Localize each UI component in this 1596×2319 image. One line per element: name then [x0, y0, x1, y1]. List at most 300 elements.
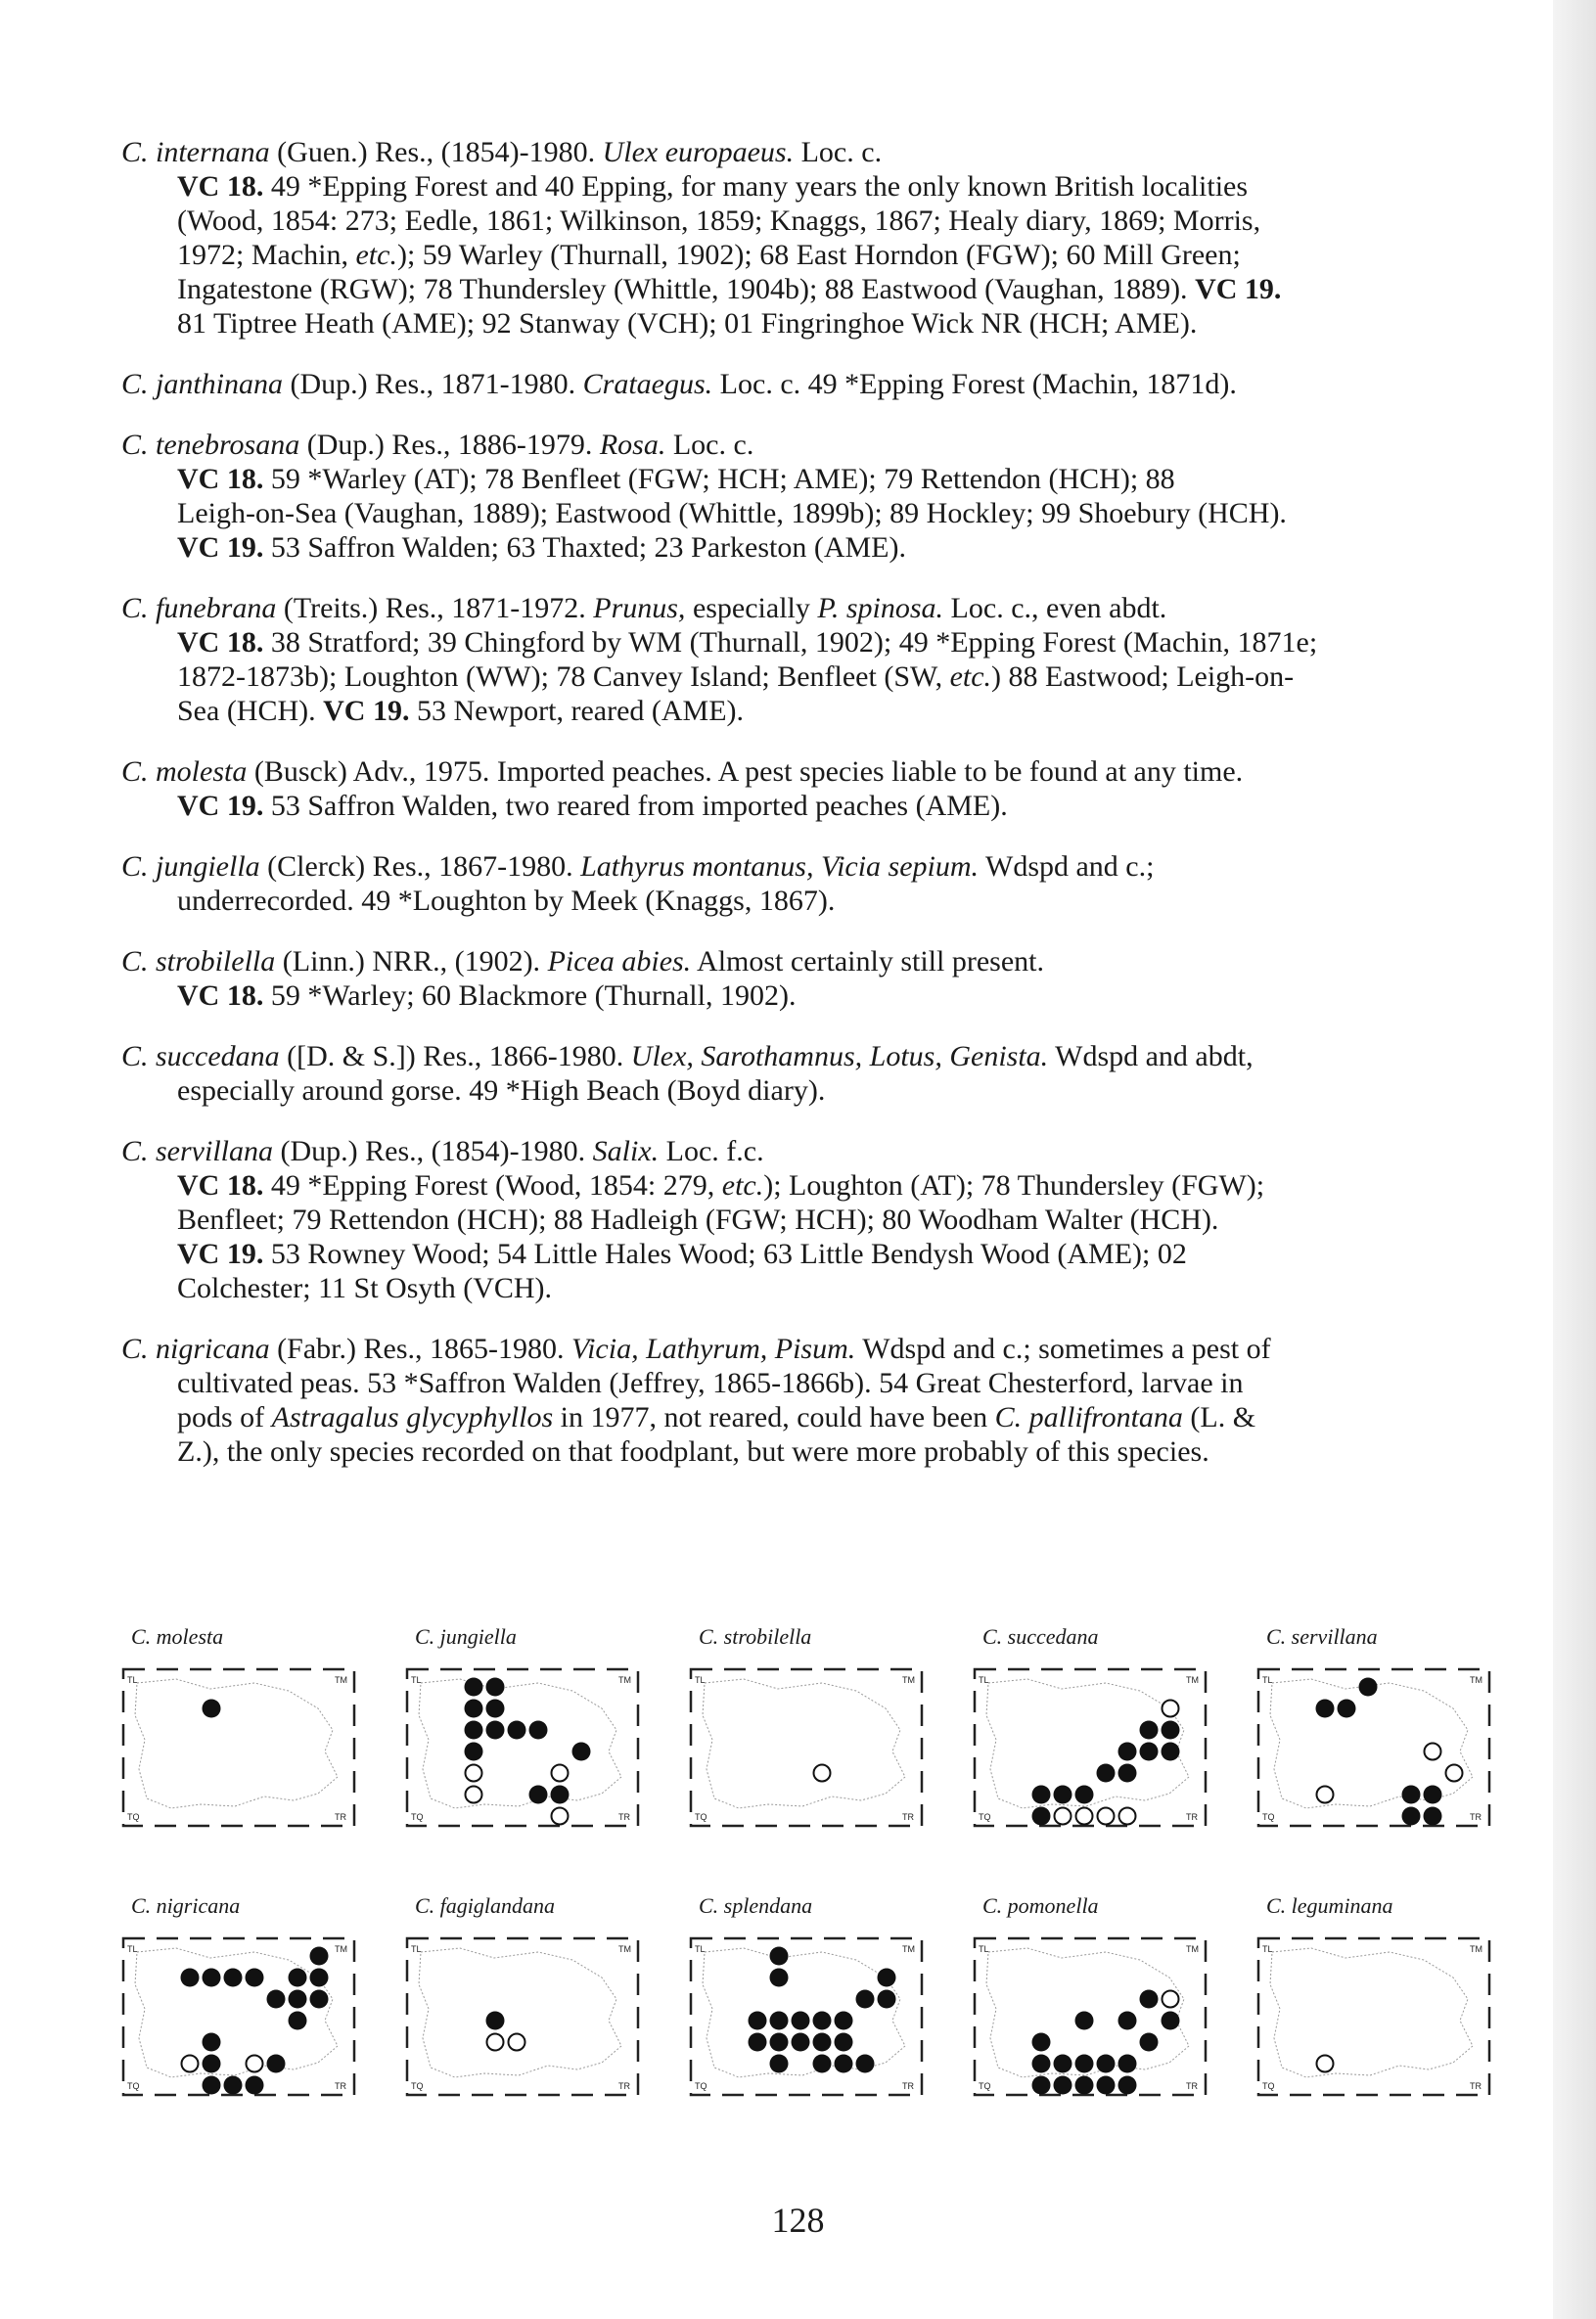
- map-title: C. pomonella: [982, 1893, 1099, 1918]
- record-dot-filled: [289, 1990, 307, 2009]
- vice-county-label: VC 18.: [177, 1169, 264, 1202]
- record-dot-filled: [1097, 2076, 1116, 2095]
- text-run: 53 Saffron Walden, two reared from imported peaches (AME).: [263, 790, 1008, 822]
- grid-label: TR: [1470, 1812, 1482, 1822]
- species-entry: [121, 367, 1491, 401]
- grid-label: TM: [335, 1675, 347, 1685]
- map-frame: [969, 1931, 1213, 2102]
- grid-label: TM: [618, 1944, 631, 1954]
- species-record-line: [177, 1366, 1491, 1400]
- species-record-line: [177, 306, 1491, 341]
- record-dot-filled: [1140, 1990, 1159, 2009]
- text-run: 53 Newport, reared (AME).: [409, 695, 745, 727]
- vice-county-label: VC 18.: [177, 626, 264, 659]
- vice-county-label: VC 18.: [177, 979, 264, 1012]
- distribution-map: [685, 1893, 930, 2099]
- text-run: 1872-1873b); Loughton (WW); 78 Canvey Island; Benfleet (SW,: [177, 660, 950, 693]
- record-dot-filled: [1140, 1721, 1159, 1740]
- vice-county-label: VC 19.: [323, 695, 410, 727]
- species-heading-line: [121, 754, 1491, 789]
- record-dot-open: [552, 1765, 569, 1782]
- record-dot-filled: [1162, 2012, 1180, 2030]
- grid-label: TR: [335, 2081, 346, 2091]
- record-dot-filled: [267, 1990, 286, 2009]
- map-frame: [1253, 1931, 1497, 2102]
- vice-county-label: VC 19.: [177, 1238, 264, 1270]
- map-frame-border: [123, 1669, 354, 1826]
- record-dot-filled: [246, 2076, 264, 2095]
- text-run: ([D. & S.]) Res., 1866-1980.: [279, 1040, 631, 1072]
- species-record-line: [177, 1073, 1491, 1108]
- distribution-map: [969, 1624, 1213, 1830]
- county-outline: [135, 1948, 338, 2077]
- record-dot-filled: [181, 1969, 200, 1987]
- record-dot-filled: [1424, 1786, 1442, 1804]
- record-dot-filled: [1402, 1807, 1421, 1826]
- distribution-map: [117, 1893, 362, 2099]
- map-frame-border: [407, 1669, 638, 1826]
- species-entry: [121, 591, 1491, 728]
- species-entry: [121, 1332, 1491, 1469]
- species-record-line: [177, 1400, 1491, 1434]
- distribution-map: [685, 1624, 930, 1830]
- map-frame: [969, 1661, 1213, 1833]
- text-run: underrecorded. 49 *Loughton by Meek (Knaggs, 1867).: [177, 885, 836, 917]
- text-run: (Wood, 1854: 273; Eedle, 1861; Wilkinson, 1859; Knaggs, 1867; Healy diary, 1869; Morris,: [177, 205, 1261, 237]
- italic-text: Ulex europaeus.: [602, 136, 795, 168]
- text-run: (Guen.) Res., (1854)-1980.: [269, 136, 603, 168]
- record-dot-open: [487, 2034, 504, 2051]
- record-dot-filled: [486, 1700, 505, 1718]
- county-outline: [419, 1948, 621, 2077]
- species-heading-line: [121, 367, 1491, 401]
- italic-text: C. nigricana: [121, 1333, 270, 1365]
- record-dot-filled: [1140, 1743, 1159, 1761]
- grid-label: TR: [1186, 1812, 1198, 1822]
- italic-text: C. internana: [121, 136, 270, 168]
- map-frame: [401, 1661, 646, 1833]
- vice-county-label: VC 19.: [1195, 273, 1282, 305]
- record-dot-filled: [1316, 1700, 1335, 1718]
- text-run: (Dup.) Res., (1854)-1980.: [273, 1135, 593, 1167]
- text-run: (Dup.) Res., 1871-1980.: [283, 368, 583, 400]
- record-dot-filled: [770, 2012, 789, 2030]
- italic-text: C. servillana: [121, 1135, 273, 1167]
- distribution-map: [401, 1624, 646, 1830]
- record-dot-filled: [770, 2033, 789, 2052]
- grid-label: TL: [695, 1944, 706, 1954]
- record-dot-filled: [835, 2012, 853, 2030]
- italic-text: C. tenebrosana: [121, 429, 300, 461]
- text-run: (Linn.) NRR., (1902).: [275, 945, 548, 978]
- grid-label: TL: [979, 1944, 989, 1954]
- record-dot-filled: [856, 2055, 875, 2073]
- italic-text: etc.: [721, 1169, 764, 1202]
- record-dot-open: [466, 1787, 482, 1803]
- grid-label: TM: [902, 1675, 915, 1685]
- species-record-line: [177, 1237, 1491, 1271]
- record-dot-filled: [835, 2055, 853, 2073]
- text-run: ) 88 Eastwood; Leigh-on-: [991, 660, 1295, 693]
- grid-label: TQ: [1262, 1812, 1275, 1822]
- record-dot-open: [509, 2034, 525, 2051]
- grid-label: TM: [902, 1944, 915, 1954]
- record-dot-filled: [1032, 1786, 1051, 1804]
- record-dot-filled: [1097, 2055, 1116, 2073]
- record-dot-filled: [1424, 1807, 1442, 1826]
- record-dot-filled: [792, 2012, 810, 2030]
- species-record-line: [177, 272, 1491, 306]
- text-run: Wdspd and c.; sometimes a pest of: [855, 1333, 1271, 1365]
- grid-label: TQ: [411, 2081, 424, 2091]
- grid-label: TQ: [695, 1812, 707, 1822]
- species-record-line: [177, 884, 1491, 918]
- text-run: cultivated peas. 53 *Saffron Walden (Jeffrey, 1865-1866b). 54 Great Chesterford, larvae in: [177, 1367, 1244, 1399]
- species-record-line: [177, 462, 1491, 496]
- page-number: 128: [771, 2201, 825, 2240]
- grid-label: TQ: [411, 1812, 424, 1822]
- italic-text: C. janthinana: [121, 368, 284, 400]
- record-dot-open: [466, 1765, 482, 1782]
- grid-label: TL: [411, 1675, 422, 1685]
- record-dot-filled: [203, 1969, 221, 1987]
- map-title: C. succedana: [982, 1624, 1099, 1649]
- text-run: Loc. c.: [665, 429, 754, 461]
- record-dot-filled: [1118, 2012, 1137, 2030]
- italic-text: C. strobilella: [121, 945, 276, 978]
- text-run: Sea (HCH).: [177, 695, 324, 727]
- text-run: 1972; Machin,: [177, 239, 356, 271]
- record-dot-filled: [203, 2033, 221, 2052]
- record-dot-filled: [1118, 2076, 1137, 2095]
- map-title: C. nigricana: [131, 1893, 241, 1918]
- county-outline: [1270, 1948, 1473, 2077]
- italic-text: C. jungiella: [121, 850, 260, 883]
- record-dot-filled: [792, 2033, 810, 2052]
- map-frame: [117, 1661, 362, 1833]
- map-frame-border: [1258, 1938, 1489, 2095]
- species-heading-line: [121, 1332, 1491, 1366]
- record-dot-filled: [1075, 1786, 1094, 1804]
- text-run: (Treits.) Res., 1871-1972.: [276, 592, 594, 624]
- species-heading-line: [121, 1134, 1491, 1168]
- record-dot-filled: [1075, 2055, 1094, 2073]
- record-dot-filled: [1118, 1743, 1137, 1761]
- county-outline: [703, 1679, 905, 1808]
- record-dot-filled: [1338, 1700, 1356, 1718]
- text-run: Wdspd and c.;: [979, 850, 1155, 883]
- record-dot-filled: [508, 1721, 526, 1740]
- record-dot-open: [182, 2056, 199, 2072]
- grid-label: TL: [127, 1675, 138, 1685]
- species-entry: [121, 754, 1491, 823]
- record-dot-open: [1163, 1701, 1179, 1717]
- italic-text: Lathyrus montanus, Vicia sepium.: [580, 850, 980, 883]
- text-run: Loc. c., even abdt.: [943, 592, 1167, 624]
- species-heading-line: [121, 1039, 1491, 1073]
- species-heading-line: [121, 135, 1491, 169]
- species-entry: [121, 135, 1491, 341]
- species-record-line: [177, 789, 1491, 823]
- map-title: C. leguminana: [1266, 1893, 1393, 1918]
- text-run: ); Loughton (AT); 78 Thundersley (FGW);: [763, 1169, 1265, 1202]
- vice-county-label: VC 18.: [177, 170, 264, 203]
- distribution-map: [117, 1624, 362, 1830]
- record-dot-open: [247, 2056, 263, 2072]
- record-dot-filled: [813, 2055, 832, 2073]
- record-dot-filled: [1162, 1743, 1180, 1761]
- text-run: 49 *Epping Forest (Wood, 1854: 279,: [263, 1169, 722, 1202]
- text-run: pods of: [177, 1401, 272, 1433]
- record-dot-filled: [1097, 1764, 1116, 1783]
- text-run: 38 Stratford; 39 Chingford by WM (Thurnall, 1902); 49 *Epping Forest (Machin, 1871e;: [263, 626, 1318, 659]
- map-title: C. molesta: [131, 1624, 224, 1649]
- species-record-line: [177, 1203, 1491, 1237]
- county-outline: [419, 1679, 621, 1808]
- text-run: Leigh-on-Sea (Vaughan, 1889); Eastwood (Whittle, 1899b); 89 Hockley; 99 Shoebury (HCH).: [177, 497, 1287, 529]
- grid-label: TM: [1470, 1675, 1482, 1685]
- record-dot-filled: [465, 1700, 483, 1718]
- grid-label: TM: [618, 1675, 631, 1685]
- record-dot-open: [1055, 1808, 1072, 1825]
- species-record-line: [177, 238, 1491, 272]
- record-dot-filled: [465, 1743, 483, 1761]
- italic-text: Crataegus.: [582, 368, 713, 400]
- text-run: especially around gorse. 49 *High Beach (Boyd diary).: [177, 1074, 826, 1107]
- record-dot-filled: [203, 2055, 221, 2073]
- record-dot-filled: [1075, 2012, 1094, 2030]
- grid-label: TQ: [127, 2081, 140, 2091]
- grid-label: TR: [902, 2081, 914, 2091]
- species-record-line: [177, 530, 1491, 565]
- distribution-map: [1253, 1624, 1497, 1830]
- grid-label: TR: [1186, 2081, 1198, 2091]
- grid-label: TM: [1470, 1944, 1482, 1954]
- species-heading-line: [121, 591, 1491, 625]
- map-frame: [117, 1931, 362, 2102]
- species-heading-line: [121, 428, 1491, 462]
- record-dot-filled: [770, 1947, 789, 1966]
- text-run: Loc. c. 49 *Epping Forest (Machin, 1871d).: [712, 368, 1237, 400]
- italic-text: Rosa.: [599, 429, 666, 461]
- text-run: (Busck) Adv., 1975. Imported peaches. A pest species liable to be found at any time.: [247, 755, 1244, 788]
- grid-label: TR: [902, 1812, 914, 1822]
- record-dot-filled: [246, 1969, 264, 1987]
- record-dot-filled: [878, 1990, 896, 2009]
- species-entry: [121, 1039, 1491, 1108]
- species-record-line: [177, 659, 1491, 694]
- grid-label: TQ: [127, 1812, 140, 1822]
- record-dot-filled: [203, 1700, 221, 1718]
- record-dot-filled: [310, 1947, 329, 1966]
- grid-label: TM: [1186, 1675, 1199, 1685]
- record-dot-open: [814, 1765, 831, 1782]
- record-dot-filled: [770, 1969, 789, 1987]
- map-title: C. strobilella: [699, 1624, 812, 1649]
- record-dot-filled: [1054, 1786, 1072, 1804]
- map-title: C. jungiella: [415, 1624, 517, 1649]
- record-dot-filled: [486, 2012, 505, 2030]
- distribution-map: [401, 1893, 646, 2099]
- map-title: C. fagiglandana: [415, 1893, 556, 1918]
- italic-text: C. pallifrontana: [994, 1401, 1183, 1433]
- vice-county-label: VC 18.: [177, 463, 264, 495]
- record-dot-filled: [1075, 2076, 1094, 2095]
- record-dot-filled: [203, 2076, 221, 2095]
- text-run: Loc. f.c.: [659, 1135, 764, 1167]
- species-text: [121, 135, 1491, 1495]
- record-dot-filled: [224, 1969, 243, 1987]
- species-record-line: [177, 204, 1491, 238]
- grid-label: TR: [618, 2081, 630, 2091]
- record-dot-filled: [813, 2033, 832, 2052]
- grid-label: TL: [1262, 1675, 1273, 1685]
- text-run: in 1977, not reared, could have been: [553, 1401, 995, 1433]
- record-dot-filled: [529, 1721, 548, 1740]
- italic-text: Astragalus glycyphyllos: [271, 1401, 554, 1433]
- record-dot-filled: [1032, 1807, 1051, 1826]
- vice-county-label: VC 19.: [177, 790, 264, 822]
- record-dot-filled: [1118, 2055, 1137, 2073]
- record-dot-filled: [1032, 2033, 1051, 2052]
- text-run: (Fabr.) Res., 1865-1980.: [269, 1333, 571, 1365]
- record-dot-open: [1119, 1808, 1136, 1825]
- record-dot-filled: [878, 1969, 896, 1987]
- italic-text: etc.: [949, 660, 992, 693]
- county-outline: [135, 1679, 338, 1808]
- text-run: Benfleet; 79 Rettendon (HCH); 88 Hadleigh (FGW; HCH); 80 Woodham Walter (HCH).: [177, 1204, 1219, 1236]
- species-record-line: [177, 694, 1491, 728]
- species-record-line: [177, 1271, 1491, 1305]
- record-dot-filled: [310, 1990, 329, 2009]
- italic-text: C. funebrana: [121, 592, 277, 624]
- text-run: (L. &: [1182, 1401, 1256, 1433]
- italic-text: Ulex, Sarothamnus, Lotus, Genista.: [630, 1040, 1049, 1072]
- record-dot-open: [1163, 1991, 1179, 2008]
- grid-label: TR: [618, 1812, 630, 1822]
- text-run: 49 *Epping Forest and 40 Epping, for many years the only known British localities: [263, 170, 1249, 203]
- record-dot-filled: [572, 1743, 591, 1761]
- record-dot-filled: [465, 1721, 483, 1740]
- map-frame: [685, 1931, 930, 2102]
- record-dot-filled: [486, 1721, 505, 1740]
- grid-label: TM: [1186, 1944, 1199, 1954]
- record-dot-filled: [224, 2076, 243, 2095]
- record-dot-filled: [289, 2012, 307, 2030]
- record-dot-open: [1446, 1765, 1463, 1782]
- text-run: 59 *Warley (AT); 78 Benfleet (FGW; HCH; AME); 79 Rettendon (HCH); 88: [263, 463, 1175, 495]
- record-dot-open: [1317, 1787, 1334, 1803]
- text-run: Colchester; 11 St Osyth (VCH).: [177, 1272, 553, 1304]
- distribution-map: [1253, 1893, 1497, 2099]
- county-outline: [1270, 1679, 1473, 1808]
- italic-text: Salix.: [592, 1135, 660, 1167]
- record-dot-filled: [1402, 1786, 1421, 1804]
- italic-text: C. succedana: [121, 1040, 280, 1072]
- species-record-line: [177, 1434, 1491, 1469]
- record-dot-filled: [551, 1786, 570, 1804]
- italic-text: etc.: [355, 239, 397, 271]
- text-run: 59 *Warley; 60 Blackmore (Thurnall, 1902).: [263, 979, 797, 1012]
- italic-text: Vicia, Lathyrum, Pisum.: [570, 1333, 856, 1365]
- distribution-map: [969, 1893, 1213, 2099]
- species-entry: [121, 849, 1491, 918]
- map-frame: [401, 1931, 646, 2102]
- text-run: 53 Saffron Walden; 63 Thaxted; 23 Parkeston (AME).: [263, 531, 906, 564]
- species-heading-line: [121, 849, 1491, 884]
- grid-label: TQ: [1262, 2081, 1275, 2091]
- record-dot-open: [1076, 1808, 1093, 1825]
- species-record-line: [177, 978, 1491, 1013]
- grid-label: TR: [335, 1812, 346, 1822]
- record-dot-filled: [289, 1969, 307, 1987]
- grid-label: TR: [1470, 2081, 1482, 2091]
- text-run: Ingatestone (RGW); 78 Thundersley (Whittle, 1904b); 88 Eastwood (Vaughan, 1889).: [177, 273, 1196, 305]
- map-title: C. servillana: [1266, 1624, 1378, 1649]
- record-dot-filled: [1054, 2076, 1072, 2095]
- record-dot-filled: [465, 1678, 483, 1697]
- grid-label: TL: [411, 1944, 422, 1954]
- species-record-line: [177, 1168, 1491, 1203]
- record-dot-filled: [835, 2033, 853, 2052]
- map-frame: [685, 1661, 930, 1833]
- species-entry: [121, 944, 1491, 1013]
- record-dot-filled: [310, 1969, 329, 1987]
- record-dot-filled: [856, 1990, 875, 2009]
- record-dot-open: [1317, 2056, 1334, 2072]
- text-run: Wdspd and abdt,: [1048, 1040, 1254, 1072]
- species-record-line: [177, 169, 1491, 204]
- text-run: especially: [685, 592, 818, 624]
- map-frame-border: [407, 1938, 638, 2095]
- italic-text: Prunus,: [593, 592, 686, 624]
- species-entry: [121, 1134, 1491, 1305]
- text-run: (Dup.) Res., 1886-1979.: [299, 429, 600, 461]
- text-run: 53 Rowney Wood; 54 Little Hales Wood; 63 Little Bendysh Wood (AME); 02: [263, 1238, 1187, 1270]
- italic-text: Picea abies.: [547, 945, 692, 978]
- page-edge-shadow: [1553, 0, 1596, 2319]
- record-dot-filled: [1162, 1721, 1180, 1740]
- record-dot-open: [1425, 1744, 1441, 1760]
- italic-text: C. molesta: [121, 755, 248, 788]
- grid-label: TL: [695, 1675, 706, 1685]
- record-dot-open: [552, 1808, 569, 1825]
- text-run: Z.), the only species recorded on that foodplant, but were more probably of this species.: [177, 1435, 1209, 1468]
- record-dot-filled: [1140, 2033, 1159, 2052]
- grid-label: TL: [1262, 1944, 1273, 1954]
- grid-label: TM: [335, 1944, 347, 1954]
- record-dot-filled: [1054, 2055, 1072, 2073]
- record-dot-filled: [749, 2033, 767, 2052]
- vice-county-label: VC 19.: [177, 531, 264, 564]
- record-dot-filled: [770, 2055, 789, 2073]
- text-run: (Clerck) Res., 1867-1980.: [259, 850, 581, 883]
- italic-text: P. spinosa.: [817, 592, 944, 624]
- text-run: ); 59 Warley (Thurnall, 1902); 68 East Horndon (FGW); 60 Mill Green;: [396, 239, 1241, 271]
- record-dot-filled: [813, 2012, 832, 2030]
- map-frame-border: [691, 1669, 922, 1826]
- record-dot-filled: [267, 2055, 286, 2073]
- text-run: Almost certainly still present.: [691, 945, 1044, 978]
- grid-label: TQ: [979, 1812, 991, 1822]
- grid-label: TQ: [979, 2081, 991, 2091]
- grid-label: TL: [979, 1675, 989, 1685]
- species-entry: [121, 428, 1491, 565]
- record-dot-filled: [749, 2012, 767, 2030]
- record-dot-filled: [1032, 2076, 1051, 2095]
- record-dot-open: [1098, 1808, 1115, 1825]
- record-dot-filled: [1118, 1764, 1137, 1783]
